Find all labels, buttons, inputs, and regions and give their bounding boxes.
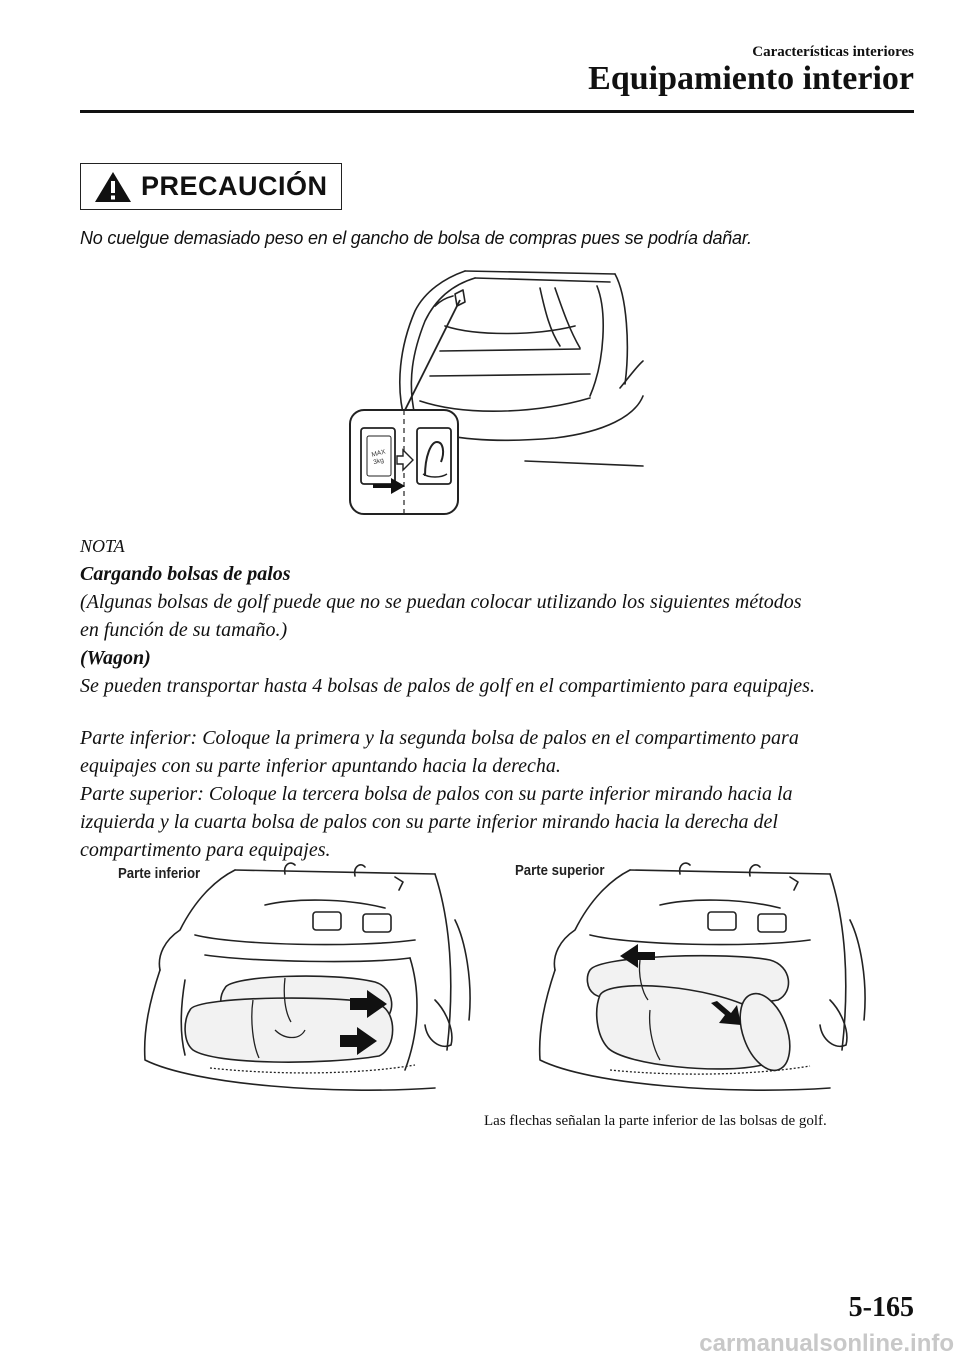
upper-layer-label: Parte superior bbox=[515, 862, 605, 879]
svg-text:3kg: 3kg bbox=[372, 456, 385, 467]
note-variant-label: (Wagon) bbox=[80, 647, 151, 669]
lower-layer-illustration bbox=[135, 860, 475, 1100]
page-number: 5-165 bbox=[848, 1292, 914, 1323]
note-line: compartimento para equipajes. bbox=[80, 839, 331, 861]
watermark: carmanualsonline.info bbox=[699, 1330, 954, 1357]
caution-text: No cuelgue demasiado peso en el gancho de bolsa de compras pues se podría dañar. bbox=[80, 228, 752, 248]
shopping-hook-illustration bbox=[345, 266, 645, 516]
note-subheading: Cargando bolsas de palos bbox=[80, 563, 291, 585]
section-header: Características interiores bbox=[752, 44, 914, 60]
lower-layer-label: Parte inferior bbox=[118, 865, 201, 882]
note-line: Parte inferior: Coloque la primera y la segunda bolsa de palos en el compartimento para bbox=[80, 727, 799, 749]
caution-box bbox=[80, 163, 342, 210]
header-rule bbox=[80, 110, 914, 113]
note-line: (Algunas bolsas de golf puede que no se puedan colocar utilizando los siguientes métodos bbox=[80, 591, 802, 613]
note-heading: NOTA bbox=[80, 536, 125, 556]
note-line: Parte superior: Coloque la tercera bolsa de palos con su parte inferior mirando hacia la bbox=[80, 783, 793, 805]
hook-max-label: MAX bbox=[370, 448, 387, 459]
upper-layer-illustration bbox=[530, 860, 870, 1100]
note-line: en función de su tamaño.) bbox=[80, 619, 288, 641]
note-line: Se pueden transportar hasta 4 bolsas de palos de golf en el compartimiento para equipajes. bbox=[80, 675, 815, 697]
note-line: izquierda y la cuarta bolsa de palos con su parte inferior mirando hacia la derecha del bbox=[80, 811, 778, 833]
caution-label: PRECAUCIÓN bbox=[141, 171, 328, 201]
warning-triangle-icon bbox=[93, 170, 133, 204]
figure-caption: Las flechas señalan la parte inferior de las bolsas de golf. bbox=[484, 1113, 827, 1129]
note-line: equipajes con su parte inferior apuntando hacia la derecha. bbox=[80, 755, 561, 777]
page-title: Equipamiento interior bbox=[588, 60, 914, 97]
